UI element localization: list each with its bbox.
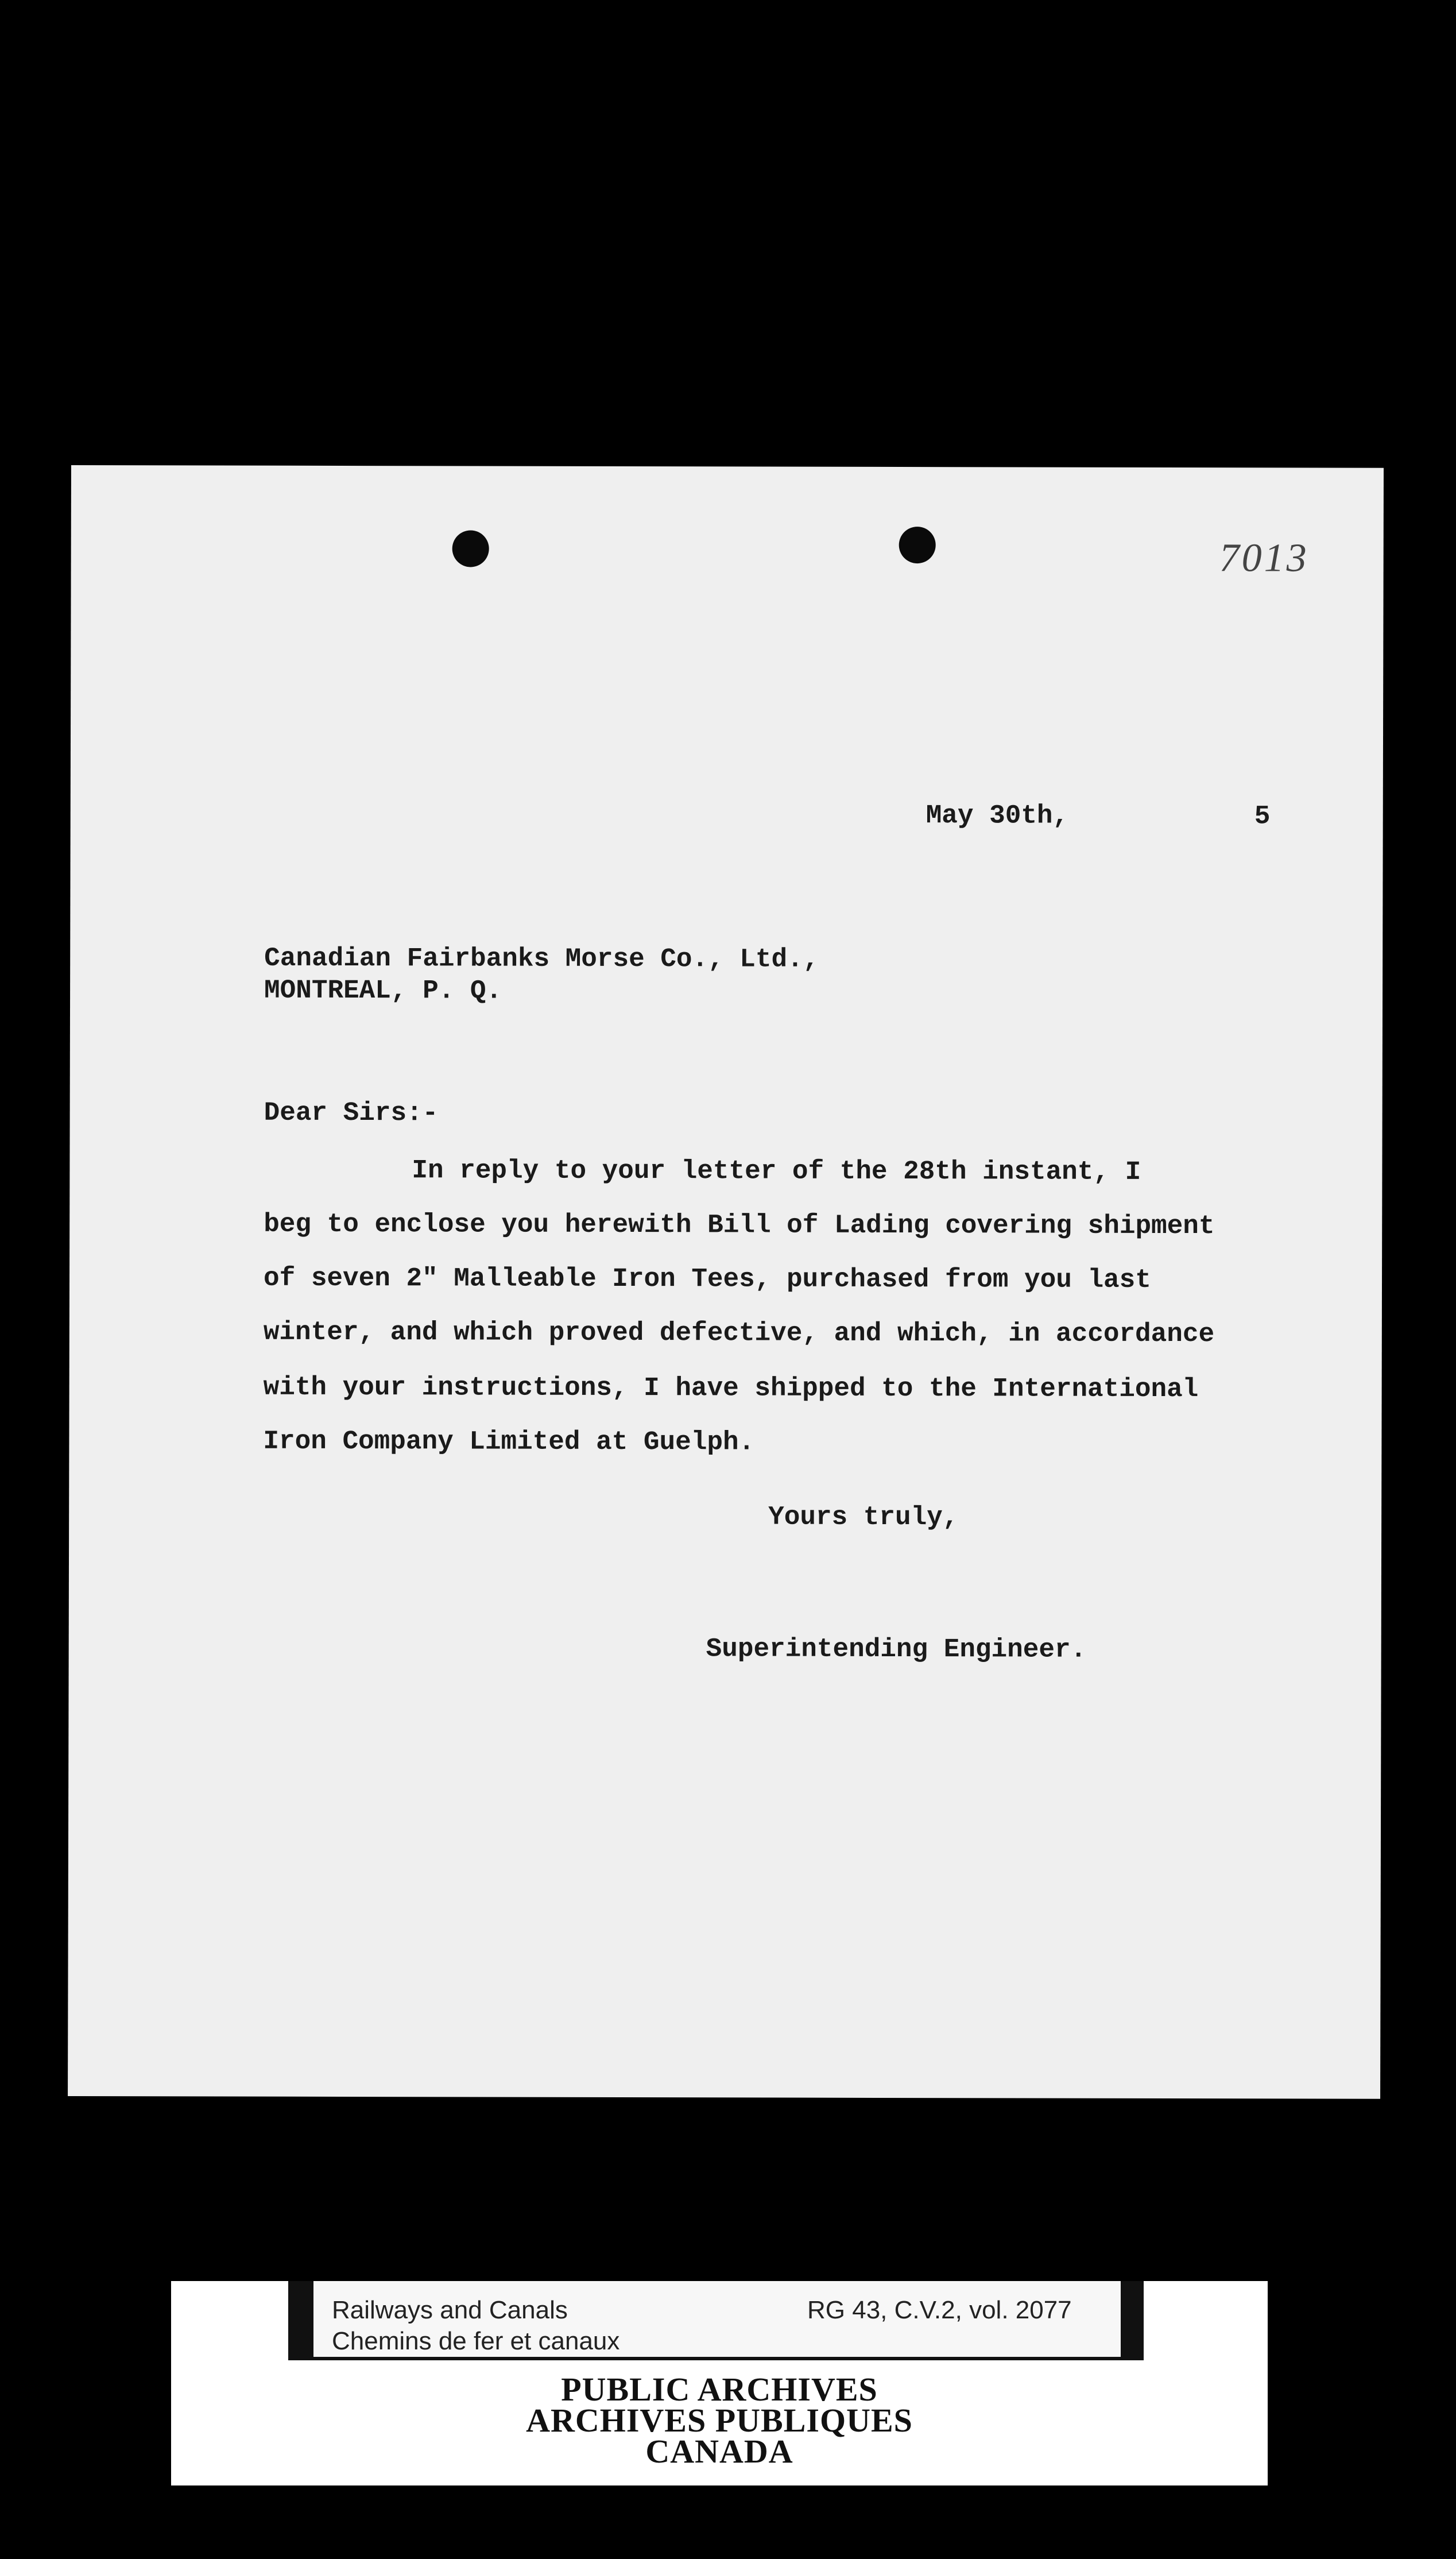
body-line: Iron Company Limited at Guelph. — [263, 1426, 755, 1458]
signature-title: Superintending Engineer. — [706, 1634, 1087, 1665]
institution-country: CANADA — [645, 2433, 793, 2470]
institution-en: PUBLIC ARCHIVES — [561, 2371, 878, 2408]
closing: Yours truly, — [768, 1502, 959, 1533]
letter-page — [68, 465, 1384, 2099]
archive-number-stamp: 7013 — [1219, 536, 1309, 581]
recipient-line-1: Canadian Fairbanks Morse Co., Ltd., — [264, 943, 819, 975]
body-line: beg to enclose you herewith Bill of Lading covering shipment — [264, 1209, 1215, 1242]
fonds-name — [332, 2295, 619, 2357]
recipient-line-2: MONTREAL, P. Q. — [264, 975, 502, 1006]
archive-institution — [171, 2371, 1268, 2470]
fonds-name-en: Railways and Canals — [332, 2296, 568, 2324]
archive-footer — [171, 2281, 1268, 2485]
fonds-name-fr: Chemins de fer et canaux — [332, 2327, 620, 2355]
punch-hole-right — [899, 527, 936, 563]
archive-label — [313, 2281, 1121, 2357]
body-line: with your instructions, I have shipped to the International — [263, 1372, 1199, 1405]
body-line: winter, and which proved defective, and which, in accordance — [263, 1317, 1215, 1350]
salutation: Dear Sirs:- — [264, 1097, 439, 1128]
archive-reference: RG 43, C.V.2, vol. 2077 — [807, 2296, 1072, 2324]
institution-fr: ARCHIVES PUBLIQUES — [526, 2402, 913, 2439]
body-line: In reply to your letter of the 28th instant, I — [412, 1155, 1141, 1187]
page-marker: 5 — [1254, 801, 1271, 832]
body-line: of seven 2" Malleable Iron Tees, purchased from you last — [263, 1263, 1151, 1295]
letter-date: May 30th, — [926, 801, 1069, 831]
punch-hole-left — [452, 530, 489, 567]
